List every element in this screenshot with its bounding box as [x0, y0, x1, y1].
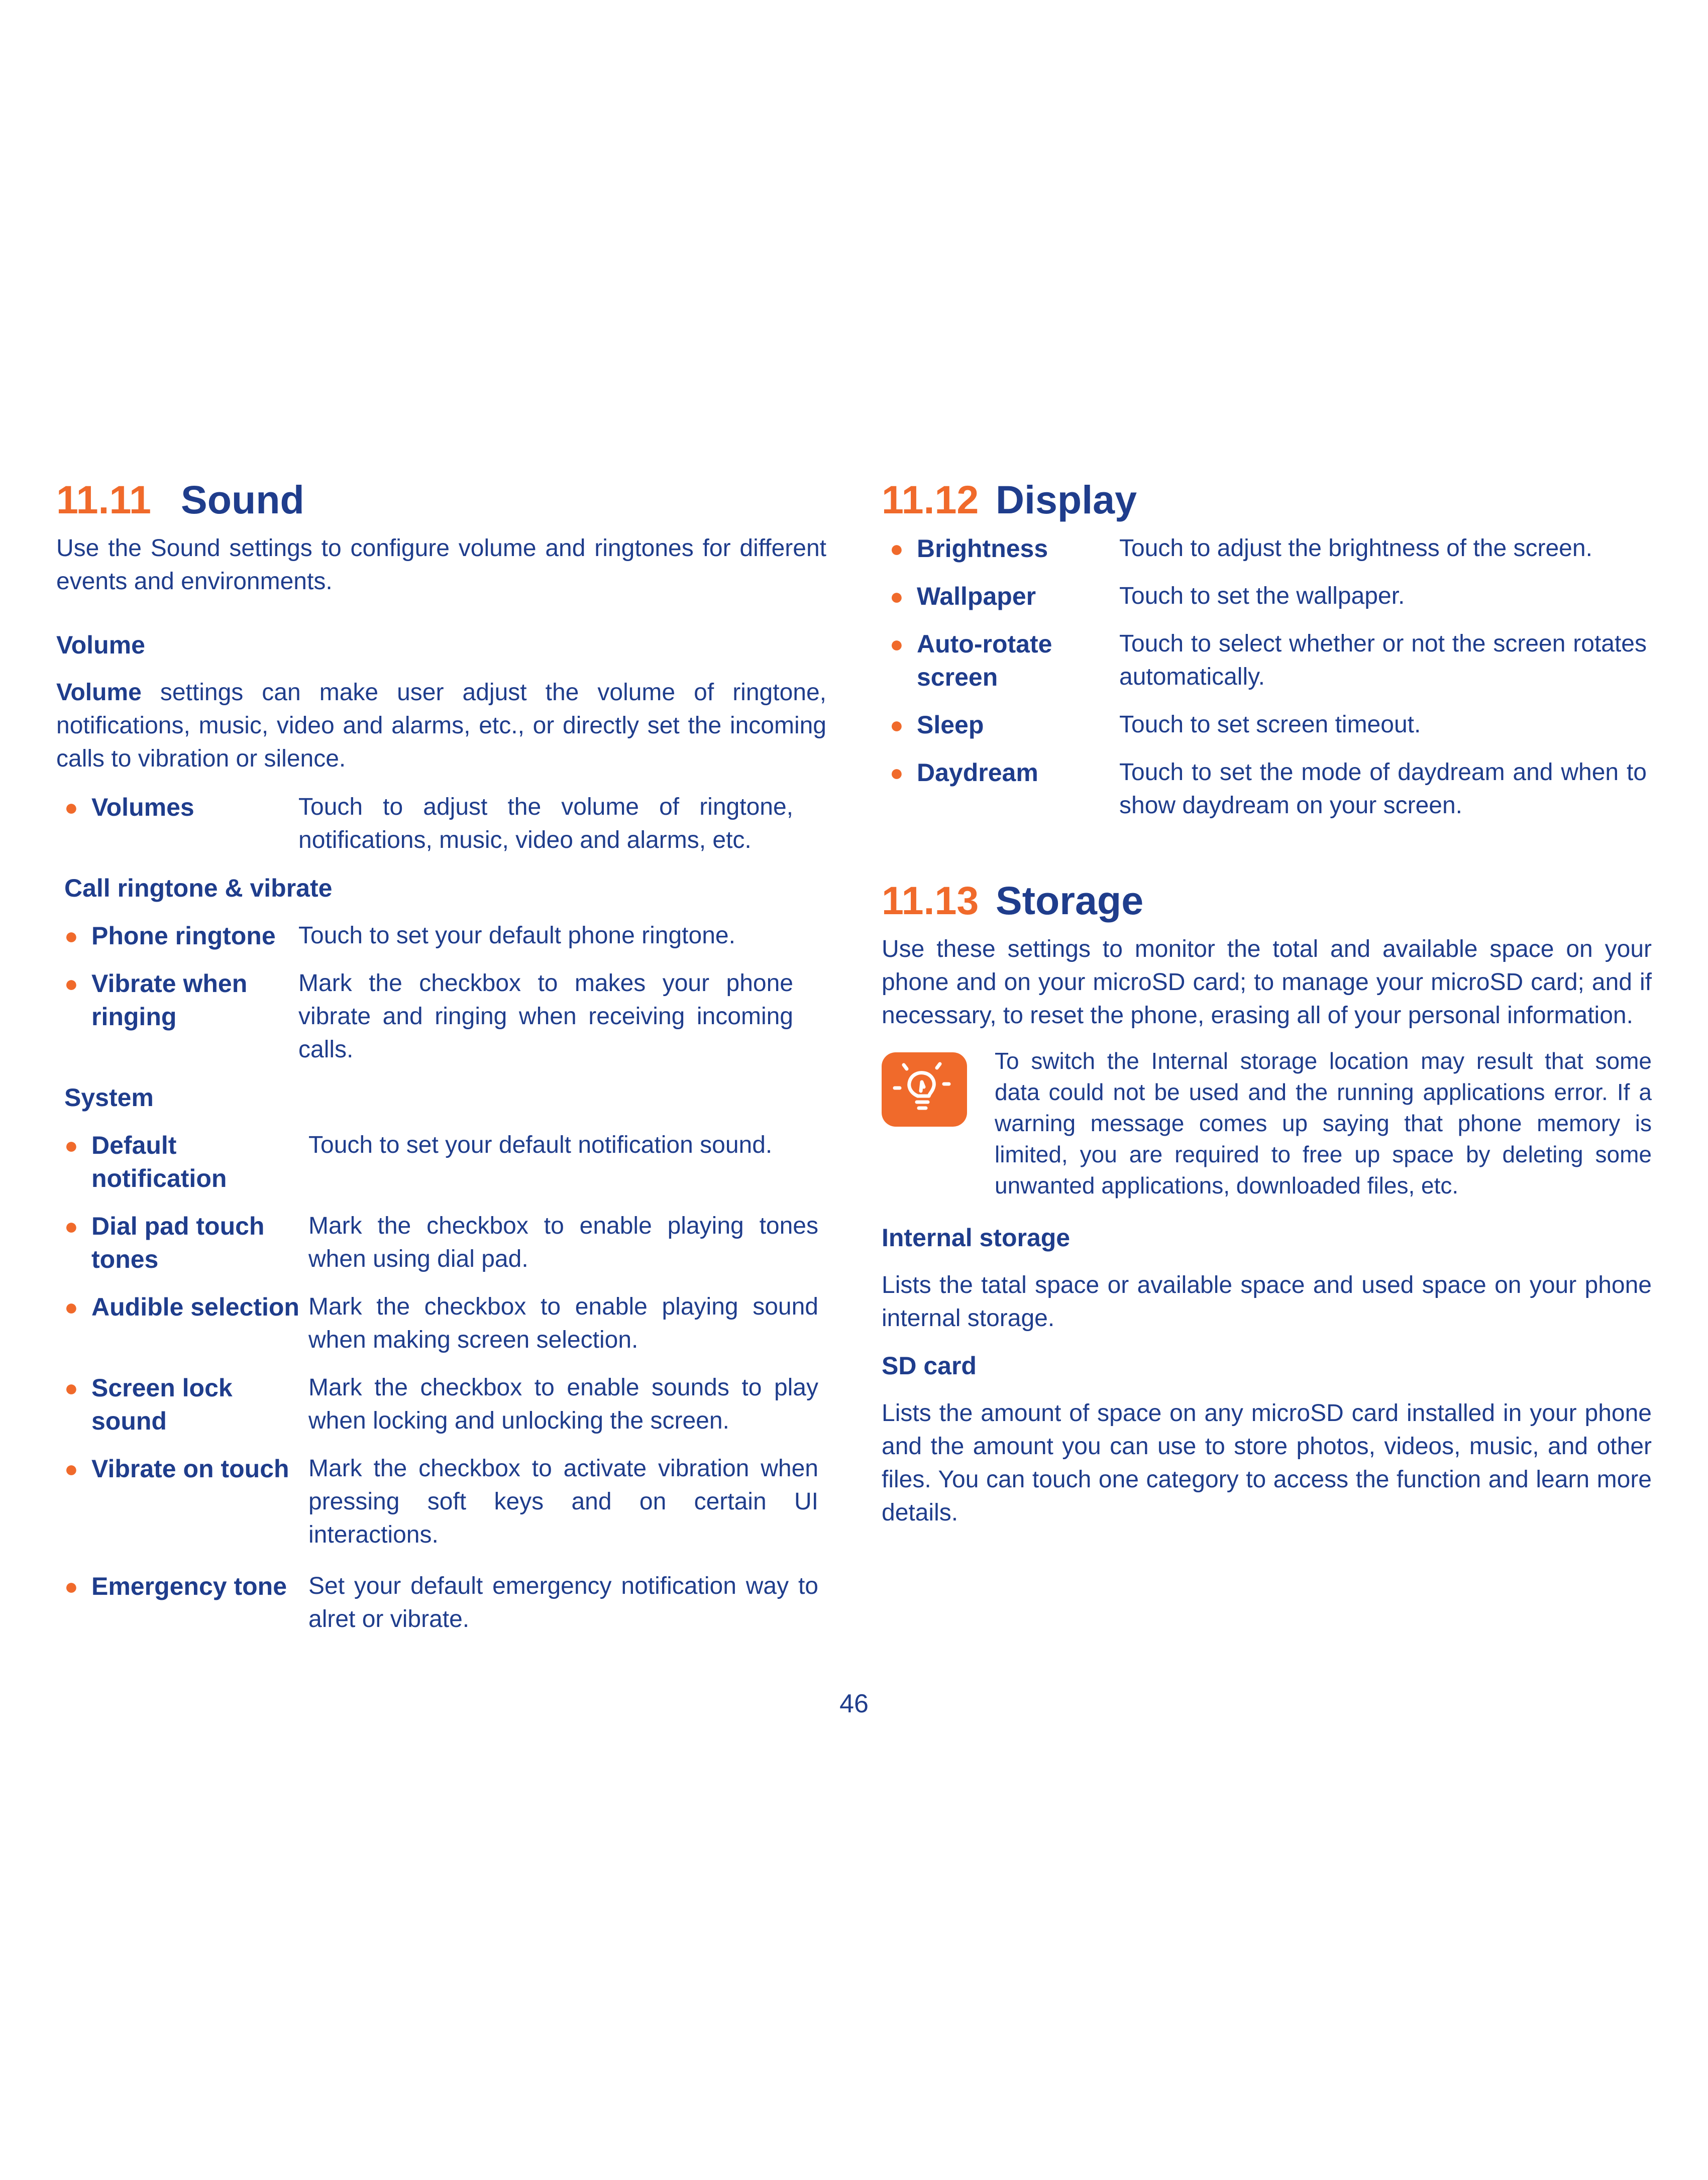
item-term: Volumes — [91, 793, 194, 821]
item-desc: Touch to adjust the brightness of the screen. — [1119, 535, 1592, 562]
right-column — [882, 475, 1652, 1530]
volume-paragraph — [56, 676, 826, 776]
lightbulb-icon-svg — [892, 1062, 957, 1117]
bullet-icon: ● — [890, 712, 904, 738]
bullet-icon: ● — [890, 535, 904, 562]
item-desc: Set your default emergency notification way to alret or vibrate. — [308, 1573, 818, 1632]
list-item — [56, 1371, 826, 1438]
sound-intro: Use the Sound settings to configure volume and ringtones for different events and environments. — [56, 535, 826, 595]
item-term: Wallpaper — [917, 582, 1036, 610]
item-term: Brightness — [917, 534, 1048, 563]
item-desc: Touch to set screen timeout. — [1119, 711, 1421, 738]
item-term: Daydream — [917, 758, 1038, 787]
list-item — [56, 1452, 826, 1552]
volume-lead: Volume — [56, 679, 142, 706]
bullet-icon: ● — [64, 1294, 78, 1320]
item-term: Audible selection — [91, 1293, 299, 1321]
bullet-icon: ● — [64, 1132, 78, 1158]
list-item — [882, 756, 1652, 822]
list-item — [56, 1570, 826, 1636]
list-item — [882, 708, 1652, 741]
bullet-icon: ● — [64, 1573, 78, 1599]
tip-note — [882, 1045, 1652, 1201]
item-desc: Mark the checkbox to enable sounds to play when locking and unlocking the screen. — [308, 1374, 818, 1434]
item-desc: Touch to set the mode of daydream and when to show daydream on your screen. — [1119, 759, 1647, 819]
page-number: 46 — [839, 1689, 869, 1718]
section-title-display — [882, 475, 1652, 525]
item-term: Screen lock sound — [91, 1374, 233, 1435]
item-term: Vibrate on touch — [91, 1455, 289, 1483]
section-number: 11.13 — [882, 878, 979, 923]
item-desc: Touch to select whether or not the screen rotates automatically. — [1119, 630, 1647, 690]
bullet-icon: ● — [64, 923, 78, 949]
list-item — [56, 791, 826, 857]
section-name: Display — [996, 477, 1137, 522]
bullet-icon: ● — [890, 631, 904, 657]
item-desc: Mark the checkbox to activate vibration when pressing soft keys and on certain UI interactions. — [308, 1455, 818, 1548]
list-item — [56, 1129, 826, 1195]
internal-storage-text: Lists the tatal space or available space and used space on your phone internal storage. — [882, 1272, 1652, 1332]
volume-text: settings can make user adjust the volume of ringtone, notifications, music, video and alarms, etc., or directly set the incoming calls to vibration or silence. — [56, 679, 826, 772]
item-desc: Mark the checkbox to enable playing sound when making screen selection. — [308, 1293, 818, 1353]
sd-card-heading: SD card — [882, 1352, 977, 1380]
section-title-sound — [56, 475, 826, 525]
system-heading: System — [64, 1083, 154, 1112]
item-desc: Touch to set the wallpaper. — [1119, 583, 1405, 609]
bullet-icon: ● — [890, 583, 904, 609]
item-desc: Touch to set your default phone ringtone. — [298, 922, 735, 949]
lightbulb-icon — [882, 1052, 967, 1127]
bullet-icon: ● — [64, 794, 78, 820]
list-item — [56, 1290, 826, 1357]
section-title-storage — [882, 876, 1652, 926]
item-desc: Mark the checkbox to makes your phone vibrate and ringing when receiving incoming calls. — [298, 970, 793, 1063]
list-item — [56, 967, 826, 1066]
note-text: To switch the Internal storage location may result that some data could not be used and the running applications error. If a warning message comes up saying that phone memory is limited, you are required to free up space by deleting some unwanted applications, downloaded files, etc. — [995, 1048, 1652, 1198]
list-item — [882, 532, 1652, 565]
bullet-icon: ● — [890, 759, 904, 786]
item-term: Phone ringtone — [91, 922, 276, 950]
section-number: 11.12 — [882, 477, 979, 522]
item-desc: Touch to adjust the volume of ringtone, notifications, music, video and alarms, etc. — [298, 794, 793, 853]
item-term: Emergency tone — [91, 1572, 287, 1600]
list-item — [56, 919, 826, 952]
item-desc: Mark the checkbox to enable playing tones when using dial pad. — [308, 1213, 818, 1272]
bullet-icon: ● — [64, 1213, 78, 1239]
item-desc: Touch to set your default notification sound. — [308, 1132, 773, 1158]
list-item — [882, 580, 1652, 613]
bullet-icon: ● — [64, 1456, 78, 1482]
item-term: Default notification — [91, 1131, 227, 1192]
internal-storage-heading: Internal storage — [882, 1224, 1071, 1252]
storage-intro: Use these settings to monitor the total and available space on your phone and on your microSD card; to manage your microSD card; and if necessary, to reset the phone, erasing all of your personal information. — [882, 936, 1652, 1029]
list-item — [56, 1210, 826, 1276]
list-item — [882, 627, 1652, 694]
item-term: Dial pad touch tones — [91, 1212, 265, 1273]
sd-card-text: Lists the amount of space on any microSD card installed in your phone and the amount you can use to store photos, videos, music, and other files. You can touch one category to access the function and learn more details. — [882, 1400, 1652, 1526]
item-term: Auto-rotate screen — [917, 630, 1052, 691]
item-term: Vibrate when ringing — [91, 969, 248, 1031]
left-column — [56, 475, 826, 1636]
item-term: Sleep — [917, 711, 984, 739]
volume-heading: Volume — [56, 631, 145, 659]
bullet-icon: ● — [64, 1375, 78, 1401]
call-ringtone-heading: Call ringtone & vibrate — [64, 874, 333, 902]
section-name: Storage — [996, 878, 1144, 923]
section-number: 11.11 — [56, 477, 151, 522]
bullet-icon: ● — [64, 970, 78, 997]
section-name: Sound — [181, 477, 304, 522]
